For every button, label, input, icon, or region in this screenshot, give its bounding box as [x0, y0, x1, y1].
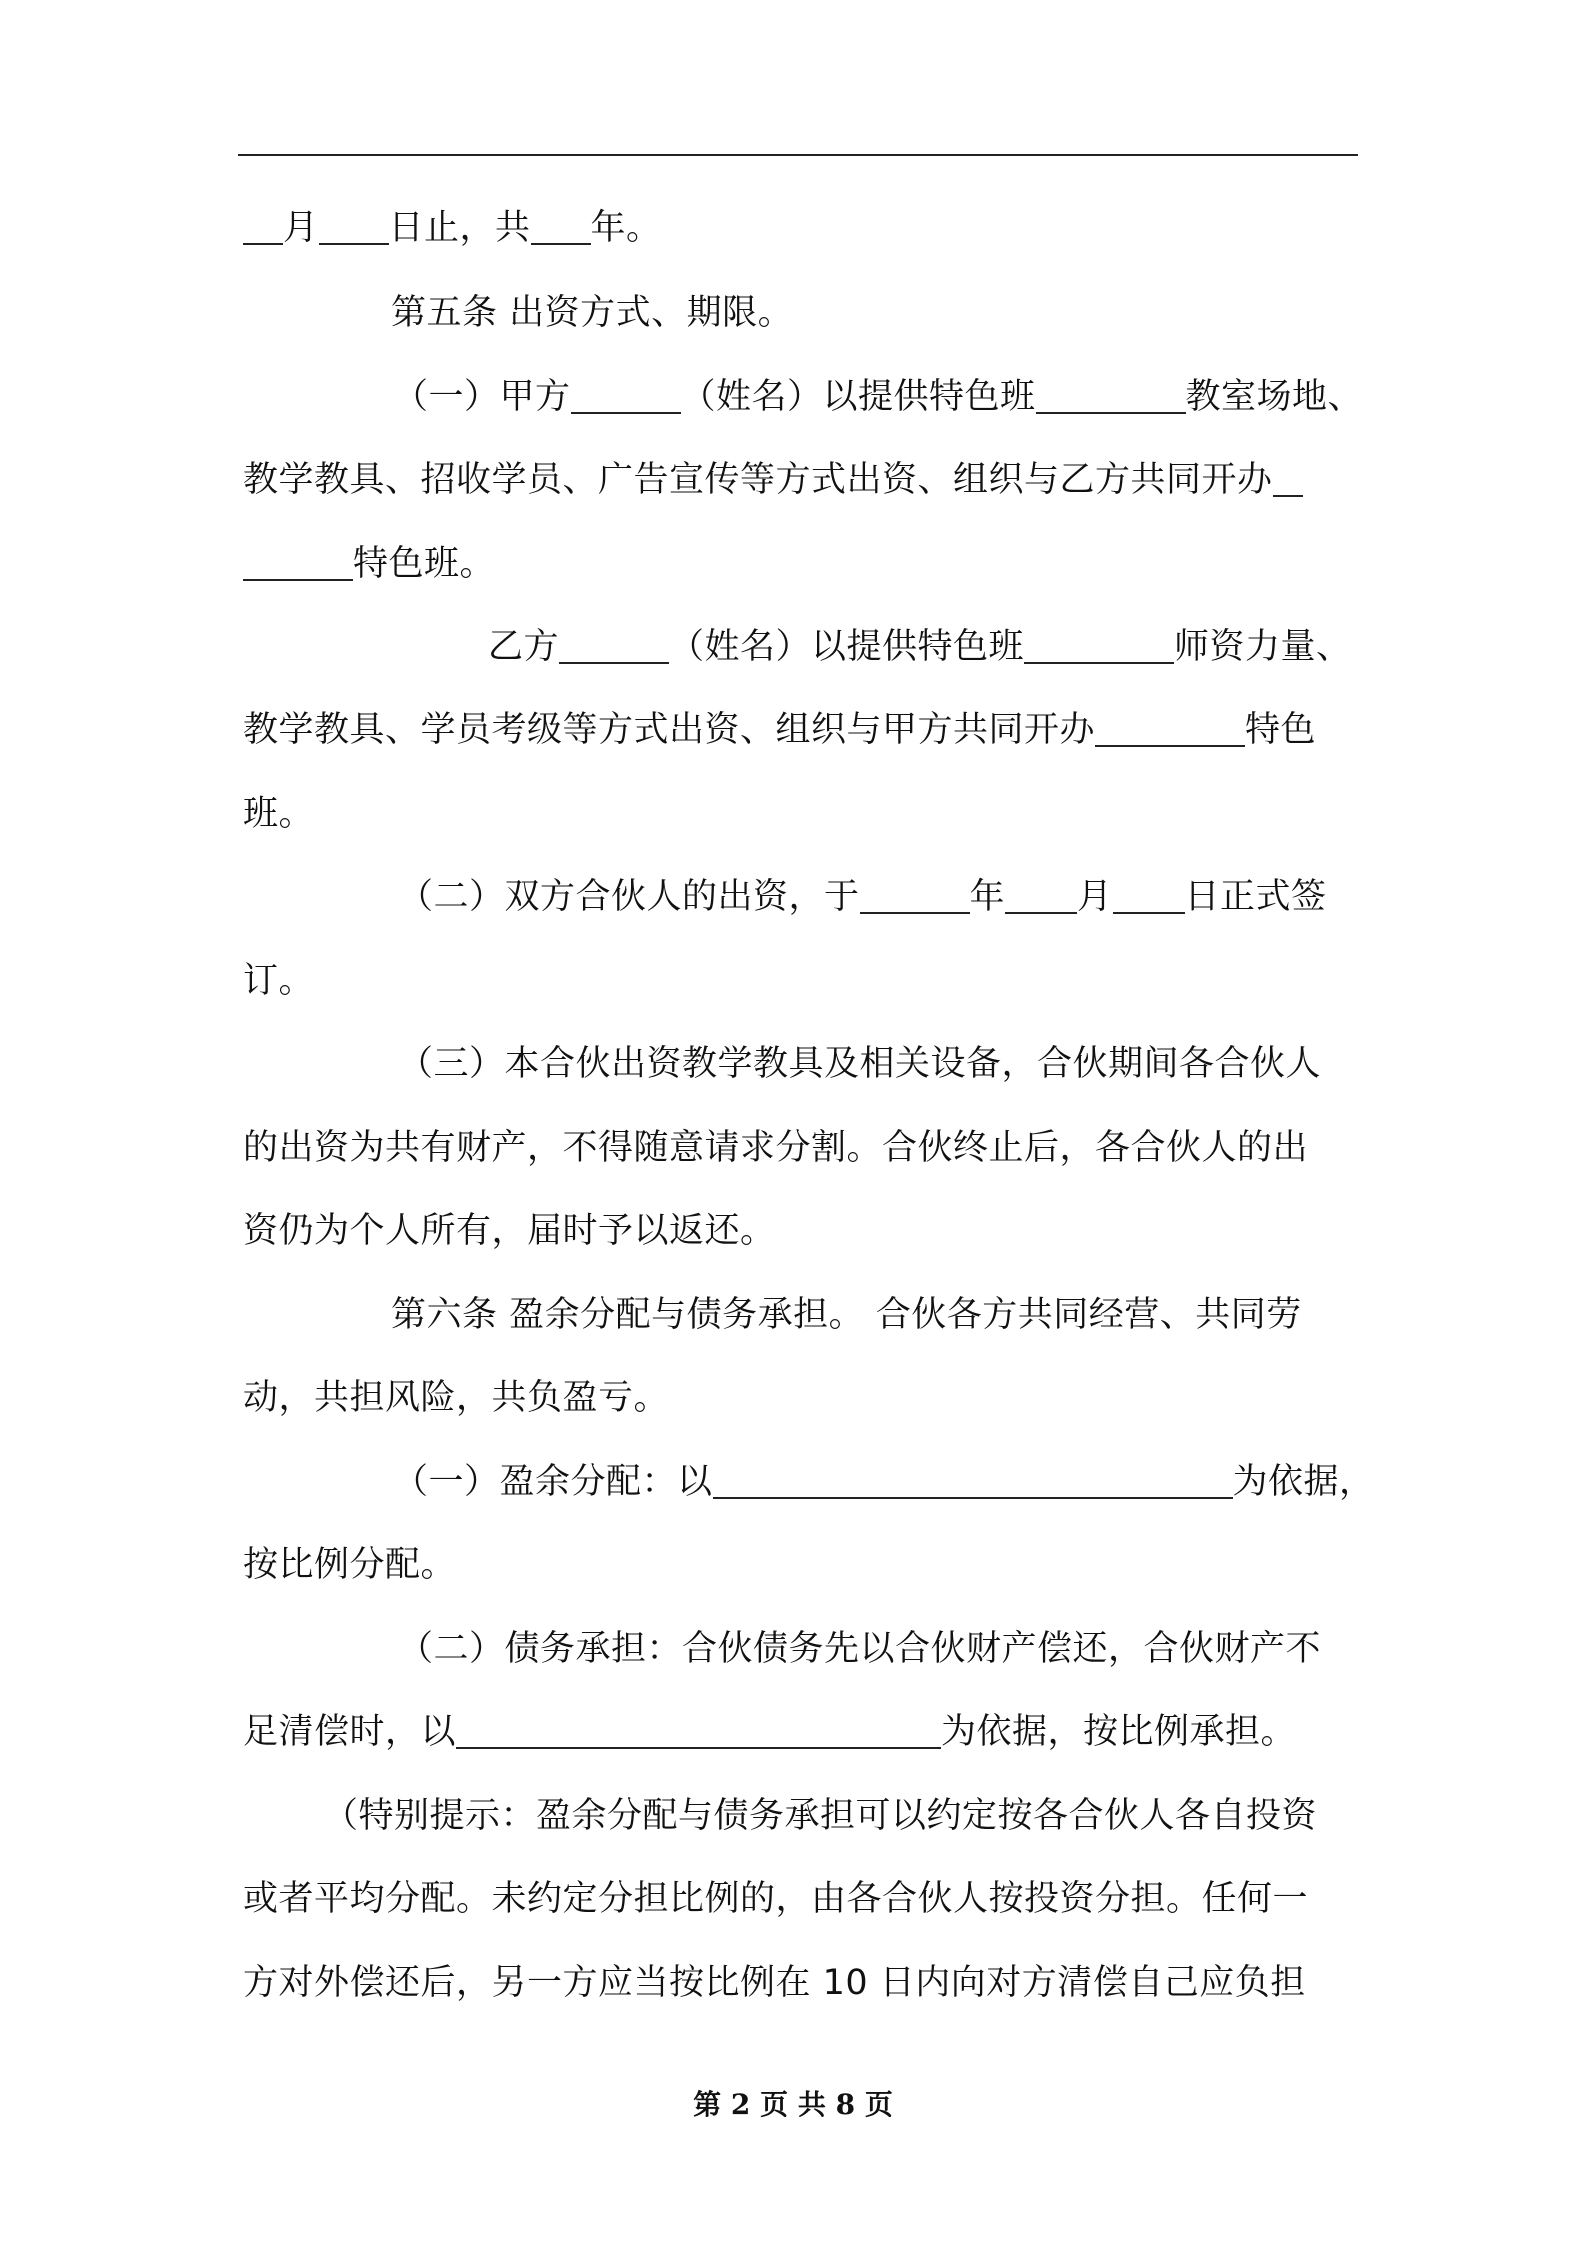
text-segment: 订。 — [243, 961, 315, 1001]
header-rule — [238, 154, 1358, 156]
text-segment: 动，共担风险，共负盈亏。 — [243, 1378, 670, 1418]
text-line — [243, 1709, 1358, 1755]
text-line — [243, 707, 1358, 753]
text-segment: 乙方 — [488, 627, 560, 667]
text-segment: 或者平均分配。未约定分担比例的，由各合伙人按投资分担。任何一 — [243, 1879, 1309, 1919]
text-segment: 教室场地、 — [1185, 377, 1364, 417]
text-line — [243, 1125, 1358, 1171]
text-line — [243, 1876, 1358, 1922]
text-line — [243, 624, 1586, 670]
blank-underline — [1273, 461, 1303, 497]
text-segment: 为依据， — [1232, 1462, 1375, 1502]
text-line — [243, 541, 1358, 587]
text-segment: 教学教具、招收学员、广告宣传等方式出资、组织与乙方共同开办 — [243, 460, 1273, 500]
blank-underline — [243, 209, 283, 245]
text-line — [243, 874, 1513, 920]
text-segment: 日正式签 — [1184, 877, 1327, 917]
blank-underline — [319, 209, 389, 245]
text-line — [243, 1375, 1358, 1421]
text-segment: 日止，共 — [388, 208, 531, 248]
text-segment: 第六条 盈余分配与债务承担。 合伙各方共同经营、共同劳 — [391, 1295, 1302, 1335]
text-segment: 资仍为个人所有，届时予以返还。 — [243, 1211, 776, 1251]
section-heading — [243, 290, 1506, 336]
text-line — [243, 1041, 1513, 1087]
blank-underline — [1113, 878, 1185, 914]
blank-underline — [1095, 711, 1245, 747]
text-line — [243, 457, 1358, 503]
blank-underline — [571, 378, 681, 414]
text-line — [243, 1542, 1358, 1588]
text-segment: 第五条 出资方式、期限。 — [391, 293, 794, 333]
text-segment: （一）甲方 — [393, 377, 571, 417]
text-segment: （姓名）以提供特色班 — [669, 627, 1025, 667]
blank-underline — [531, 209, 591, 245]
text-segment: （特别提示：盈余分配与债务承担可以约定按各合伙人各自投资 — [323, 1796, 1318, 1836]
text-segment: 年。 — [590, 208, 662, 248]
page-number-footer: 第 2 页 共 8 页 — [693, 2088, 893, 2121]
text-segment: 按比例分配。 — [243, 1545, 457, 1585]
text-segment: 月 — [283, 208, 319, 248]
text-segment: 年 — [969, 877, 1006, 917]
blank-underline — [860, 878, 970, 914]
text-segment: 特色班。 — [353, 544, 496, 584]
text-line — [243, 958, 1358, 1004]
text-line — [243, 1459, 1508, 1505]
section-heading — [243, 1292, 1506, 1338]
text-segment: 的出资为共有财产，不得随意请求分割。合伙终止后，各合伙人的出 — [243, 1128, 1309, 1168]
text-segment: 方对外偿还后，另一方应当按比例在 10 日内向对方清偿自己应负担 — [243, 1963, 1306, 2003]
blank-underline — [559, 628, 669, 664]
text-segment: （一）盈余分配：以 — [393, 1462, 713, 1502]
blank-underline — [1005, 878, 1077, 914]
text-segment: （姓名）以提供特色班 — [680, 377, 1036, 417]
blank-underline — [713, 1463, 1233, 1499]
blank-underline — [1024, 628, 1174, 664]
text-segment: 月 — [1077, 877, 1113, 917]
text-line — [243, 1208, 1358, 1254]
text-segment: 师资力量、 — [1174, 627, 1352, 667]
text-segment: 特色 — [1245, 710, 1317, 750]
text-line — [243, 1793, 1438, 1839]
blank-underline — [456, 1713, 941, 1749]
text-segment: 教学教具、学员考级等方式出资、组织与甲方共同开办 — [243, 710, 1096, 750]
text-line — [243, 1626, 1513, 1672]
text-segment: 足清偿时，以 — [243, 1712, 457, 1752]
blank-underline — [243, 545, 353, 581]
text-line — [243, 374, 1508, 420]
text-line — [243, 1960, 1358, 2006]
text-segment: （二）双方合伙人的出资，于 — [398, 877, 860, 917]
text-line — [243, 205, 1358, 251]
text-segment: （三）本合伙出资教学教具及相关设备，合伙期间各合伙人 — [398, 1044, 1322, 1084]
text-line — [243, 791, 1358, 837]
text-segment: （二）债务承担：合伙债务先以合伙财产偿还，合伙财产不 — [398, 1629, 1322, 1669]
blank-underline — [1036, 378, 1186, 414]
text-segment: 班。 — [243, 794, 315, 834]
text-segment: 为依据，按比例承担。 — [941, 1712, 1297, 1752]
